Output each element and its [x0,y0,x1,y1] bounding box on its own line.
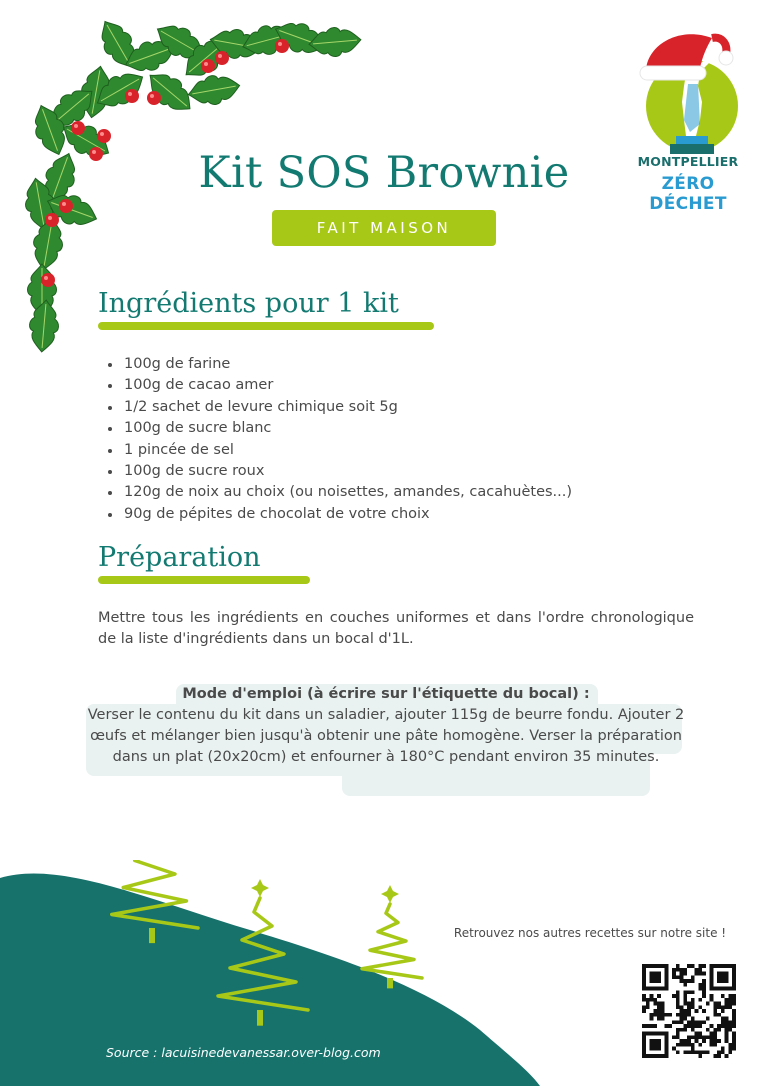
ingredient-item: • 90g de pépites de chocolat de votre choix [122,504,682,525]
ingredients-list [100,354,682,525]
source-text: Source : lacuisinedevanessar.over-blog.com [106,1045,381,1060]
fait-maison-badge: FAIT MAISON [272,210,496,246]
logo-line-zero-dechet: ZÉRO DÉCHET [649,174,727,214]
ingredients-underline [98,322,434,330]
ingredient-item: • 1/2 sachet de levure chimique soit 5g [122,397,682,418]
ingredient-item: • 120g de noix au choix (ou noisettes, amandes, cacahuètes...) [122,482,682,503]
preparation-text: Mettre tous les ingrédients en couches uniformes et dans l'ordre chronologique de la liste d'ingrédients dans un bocal d'1L. [98,610,694,647]
mode-emploi-text: Verser le contenu du kit dans un saladier, ajouter 115g de beurre fondu. Ajouter 2 œufs et mélanger bien jusqu'à obtenir une pâte homogène. Verser la préparation dans un plat (20x20cm) et enfourner à 180°C pendant environ 35 minutes. [87,707,685,765]
qr-code-icon[interactable] [642,964,736,1058]
logo-line-montpellier: MONTPELLIER [637,154,739,169]
ingredient-item: • 100g de farine [122,354,682,375]
preparation-heading: Préparation [98,542,261,573]
ingredient-item: • 100g de sucre roux [122,461,682,482]
ingredient-item: • 100g de cacao amer [122,375,682,396]
ingredient-item: • 100g de sucre blanc [122,418,682,439]
mode-emploi-title: Mode d'emploi (à écrire sur l'étiquette du bocal) : [182,686,590,702]
ingredient-item: • 1 pincée de sel [122,440,682,461]
mode-emploi-box [80,684,692,768]
preparation-underline [98,576,310,584]
ingredients-heading: Ingrédients pour 1 kit [98,288,399,319]
page-title: Kit SOS Brownie [198,148,570,198]
retrouvez-text: Retrouvez nos autres recettes sur notre site ! [453,926,727,940]
